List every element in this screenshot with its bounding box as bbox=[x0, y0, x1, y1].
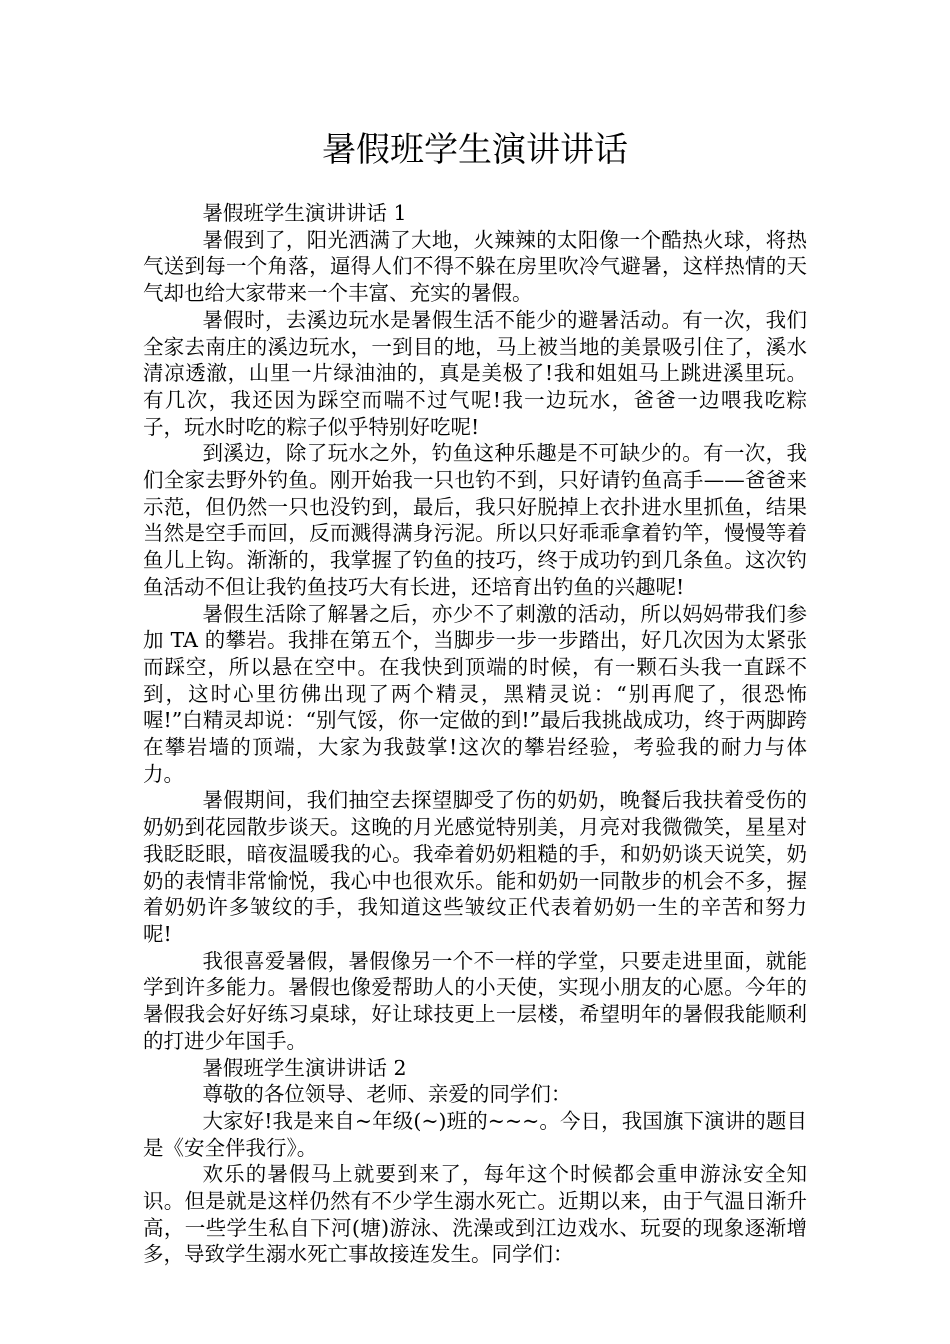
paragraph-heading-2: 暑假班学生演讲讲话 2 bbox=[202, 1055, 407, 1080]
paragraph: 欢乐的暑假马上就要到来了，每年这个时候都会重申游泳安全知识。但是就是这样仍然有不少学生溺水死亡。近期以来，由于气温日渐升高，一些学生私自下河(塘)游泳、洗澡或到江边戏水、玩耍的现象逐渐增多，导致学生溺水死亡事故接连发生。同学们： bbox=[143, 1162, 807, 1267]
paragraph-salutation: 尊敬的各位领导、老师、亲爱的同学们： bbox=[202, 1082, 572, 1107]
paragraph: 大家好!我是来自~年级(~)班的~~~。今日，我国旗下演讲的题目是《安全伴我行》。 bbox=[143, 1108, 807, 1160]
paragraph: 暑假时，去溪边玩水是暑假生活不能少的避暑活动。有一次，我们全家去南庄的溪边玩水，一到目的地，马上被当地的美景吸引住了，溪水清凉透澈，山里一片绿油油的，真是美极了!我和姐姐马上跳进溪里玩。有几次，我还因为踩空而喘不过气呢!我一边玩水，爸爸一边喂我吃粽子，玩水时吃的粽子似乎特别好吃呢! bbox=[143, 307, 807, 439]
paragraph: 暑假期间，我们抽空去探望脚受了伤的奶奶，晚餐后我扶着受伤的奶奶到花园散步谈天。这晚的月光感觉特别美，月亮对我微微笑，星星对我眨眨眼，暗夜温暖我的心。我牵着奶奶粗糙的手，和奶奶谈天说笑，奶奶的表情非常愉悦，我心中也很欢乐。能和奶奶一同散步的机会不多，握着奶奶许多皱纹的手，我知道这些皱纹正代表着奶奶一生的辛苦和努力呢! bbox=[143, 788, 807, 946]
paragraph: 到溪边，除了玩水之外，钓鱼这种乐趣是不可缺少的。有一次，我们全家去野外钓鱼。刚开始我一只也钓不到，只好请钓鱼高手——爸爸来示范，但仍然一只也没钓到，最后，我只好脱掉上衣扑进水里抓鱼，结果当然是空手而回，反而溅得满身污泥。所以只好乖乖拿着钓竿，慢慢等着鱼儿上钩。渐渐的，我掌握了钓鱼的技巧，终于成功钓到几条鱼。这次钓鱼活动不但让我钓鱼技巧大有长进，还培育出钓鱼的兴趣呢! bbox=[143, 441, 807, 599]
paragraph-heading-1: 暑假班学生演讲讲话 1 bbox=[202, 201, 407, 225]
paragraph: 暑假生活除了解暑之后，亦少不了刺激的活动，所以妈妈带我们参加 TA 的攀岩。我排在第五个，当脚步一步一步踏出，好几次因为太紧张而踩空，所以悬在空中。在我快到顶端的时候，有一颗石头我一直踩不到，这时心里彷佛出现了两个精灵，黑精灵说：“别再爬了，很恐怖喔!”白精灵却说：“别气馁，你一定做的到!”最后我挑战成功，终于两脚跨在攀岩墙的顶端，大家为我鼓掌!这次的攀岩经验，考验我的耐力与体力。 bbox=[143, 601, 807, 786]
document-body bbox=[143, 200, 807, 1268]
document-title: 暑假班学生演讲讲话 bbox=[322, 130, 628, 170]
paragraph: 我很喜爱暑假，暑假像另一个不一样的学堂，只要走进里面，就能学到许多能力。暑假也像爱帮助人的小天使，实现小朋友的心愿。今年的暑假我会好好练习桌球，好让球技更上一层楼，希望明年的暑假我能顺利的打进少年国手。 bbox=[143, 948, 807, 1053]
paragraph: 暑假到了，阳光洒满了大地，火辣辣的太阳像一个酷热火球，将热气送到每一个角落，逼得人们不得不躲在房里吹冷气避暑，这样热情的天气却也给大家带来一个丰富、充实的暑假。 bbox=[143, 227, 807, 306]
